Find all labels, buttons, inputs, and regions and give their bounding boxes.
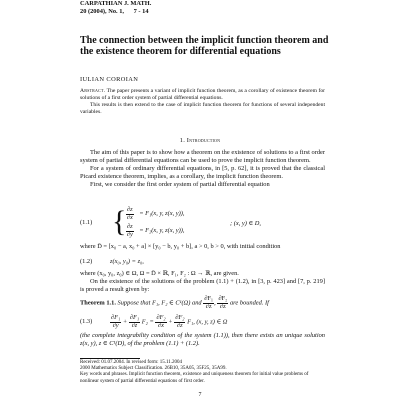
intro-p2: For a system of ordinary differential equations, in [5, p. 62], it is proved that the classical Picard existence theorem, implies, as a corollary, the implicit function theorem. [80,164,325,180]
equation-1-1 [80,207,325,241]
theorem-text-b: are bounded. If [229,299,269,307]
journal-name: CARPATHIAN J. MATH. [80,0,152,7]
equation-content: $\frac{\text{∂F₁}}{\partial y}$ + $\frac{\text{∂F₁}}{\partial z}$ F₂ = $\frac{\text{∂F₂}}{\partial x}$ + $\frac{\text{∂F₂}}{\partial z}$ F₁, (x, y, z) ∈ Ω [111,314,228,329]
intro-p3: First, we consider the first order system of partial differential equation [90,180,270,188]
footnotes [80,360,325,385]
fraction: $\frac{\text{∂F₁}}{\partial z}$ [204,295,214,310]
journal-issue [80,8,151,16]
msc-classification: 2000 Mathematics Subject Classification. 26B10, 35A05, 35F25, 35A99. [80,366,227,372]
abstract [80,88,325,116]
theorem-1-1: Theorem 1.1. Suppose that F₁, F₂ ∈ C¹(Ω) and $\frac{\text{∂F₁}}{\partial z}$ , $\frac{\text{∂F₂}}{\partial z}$ are bounded. If [80,295,269,310]
equation-number: (1.3) [80,318,93,325]
equation-1-3 [80,315,325,329]
footnote-rule [80,358,140,359]
page-range: 7 - 14 [133,8,149,15]
journal-header [80,0,151,16]
abstract-label: Abstract. [80,88,106,94]
author-name: IULIAN COROIAN [80,76,139,83]
intro-p1: The aim of this paper is to show how a theorem on the existence of solutions to a first order system of partial differential equations can be used to prove the implicit function theorem. [80,149,325,164]
abstract-text: The paper presents a variant of implicit function theorem, as a corollary of existence theorem for solutions of a first order system of partial differential equations. [80,88,325,101]
fraction: $\frac{\text{∂F₂}}{\partial z}$ [175,314,185,329]
fraction: $\frac{\text{∂F₂}}{\partial z}$ [218,295,228,310]
section-heading: 1. Introduction [179,137,221,144]
page-number: 7 [198,392,202,398]
paper-title: The connection between the implicit function theorem and the existence theorem for differential equations [80,35,329,57]
keywords: Key words and phrases. Implicit function theorem, existence and uniqueness theorem for initial value problems of nonlinear system of partial differential equations of first order. [80,372,309,384]
equation-number: (1.2) [80,258,93,265]
abstract-text-2: This results is then extend to the case of implicit function theorem for functions of several independent variables. [80,102,325,115]
equation-domain: ; (x, y) ∈ D, [230,220,261,227]
fraction: $\frac{\partial z}{\partial y}$ [126,223,133,238]
theorem-label: Theorem 1.1. [80,299,116,307]
fraction: $\frac{\text{∂F₁}}{\partial y}$ [111,314,121,329]
equation-row-1: $\frac{\partial z}{\partial x}$ = F₁(x, y, z(x, y)), [126,206,185,221]
paragraph-4: On the existence of the solutions of the problem (1.1) + (1.2), in [3, p. 423] and [7, p. 219] is proved a result given by: [80,278,325,293]
equation-content: z(x₀, y₀) = z₀, [110,258,144,265]
equation-1-2 [80,258,325,267]
theorem-conclusion: (the complete integrability condition of the system (1.1)), then there exists an unique solution z(x, y), z ∈ C¹(D), of the problem (1.1) + (1.2). [80,332,325,347]
equation-number: (1.1) [80,219,93,226]
fraction: $\frac{\text{∂F₁}}{\partial z}$ [129,314,140,329]
intro-paragraph [80,149,325,189]
where-2: where (x₀, y₀, z₀) ∈ Ω, Ω = D̄ × ℝ, F₁, F₂ : Ω → ℝ, are given. [80,270,239,277]
volume-issue: 20 (2004), No. 1, [80,8,125,15]
theorem-text-a: Suppose that F₁, F₂ ∈ C¹(Ω) and [117,299,202,307]
received-date: Received: 01.07.2004. In revised form: 15.11.2004 [80,360,183,365]
fraction: $\frac{\text{∂F₂}}{\partial x}$ [156,314,166,329]
equation-row-2: $\frac{\partial z}{\partial y}$ = F₂(x, y, z(x, y)), [126,223,185,238]
where-1: where D̄ = [x₀ − a, x₀ + a] × [y₀ − b, y₀ + b], a > 0, b > 0, with initial condition [80,243,281,250]
fraction: $\frac{\partial z}{\partial x}$ [126,206,133,221]
left-brace: { [112,205,127,238]
